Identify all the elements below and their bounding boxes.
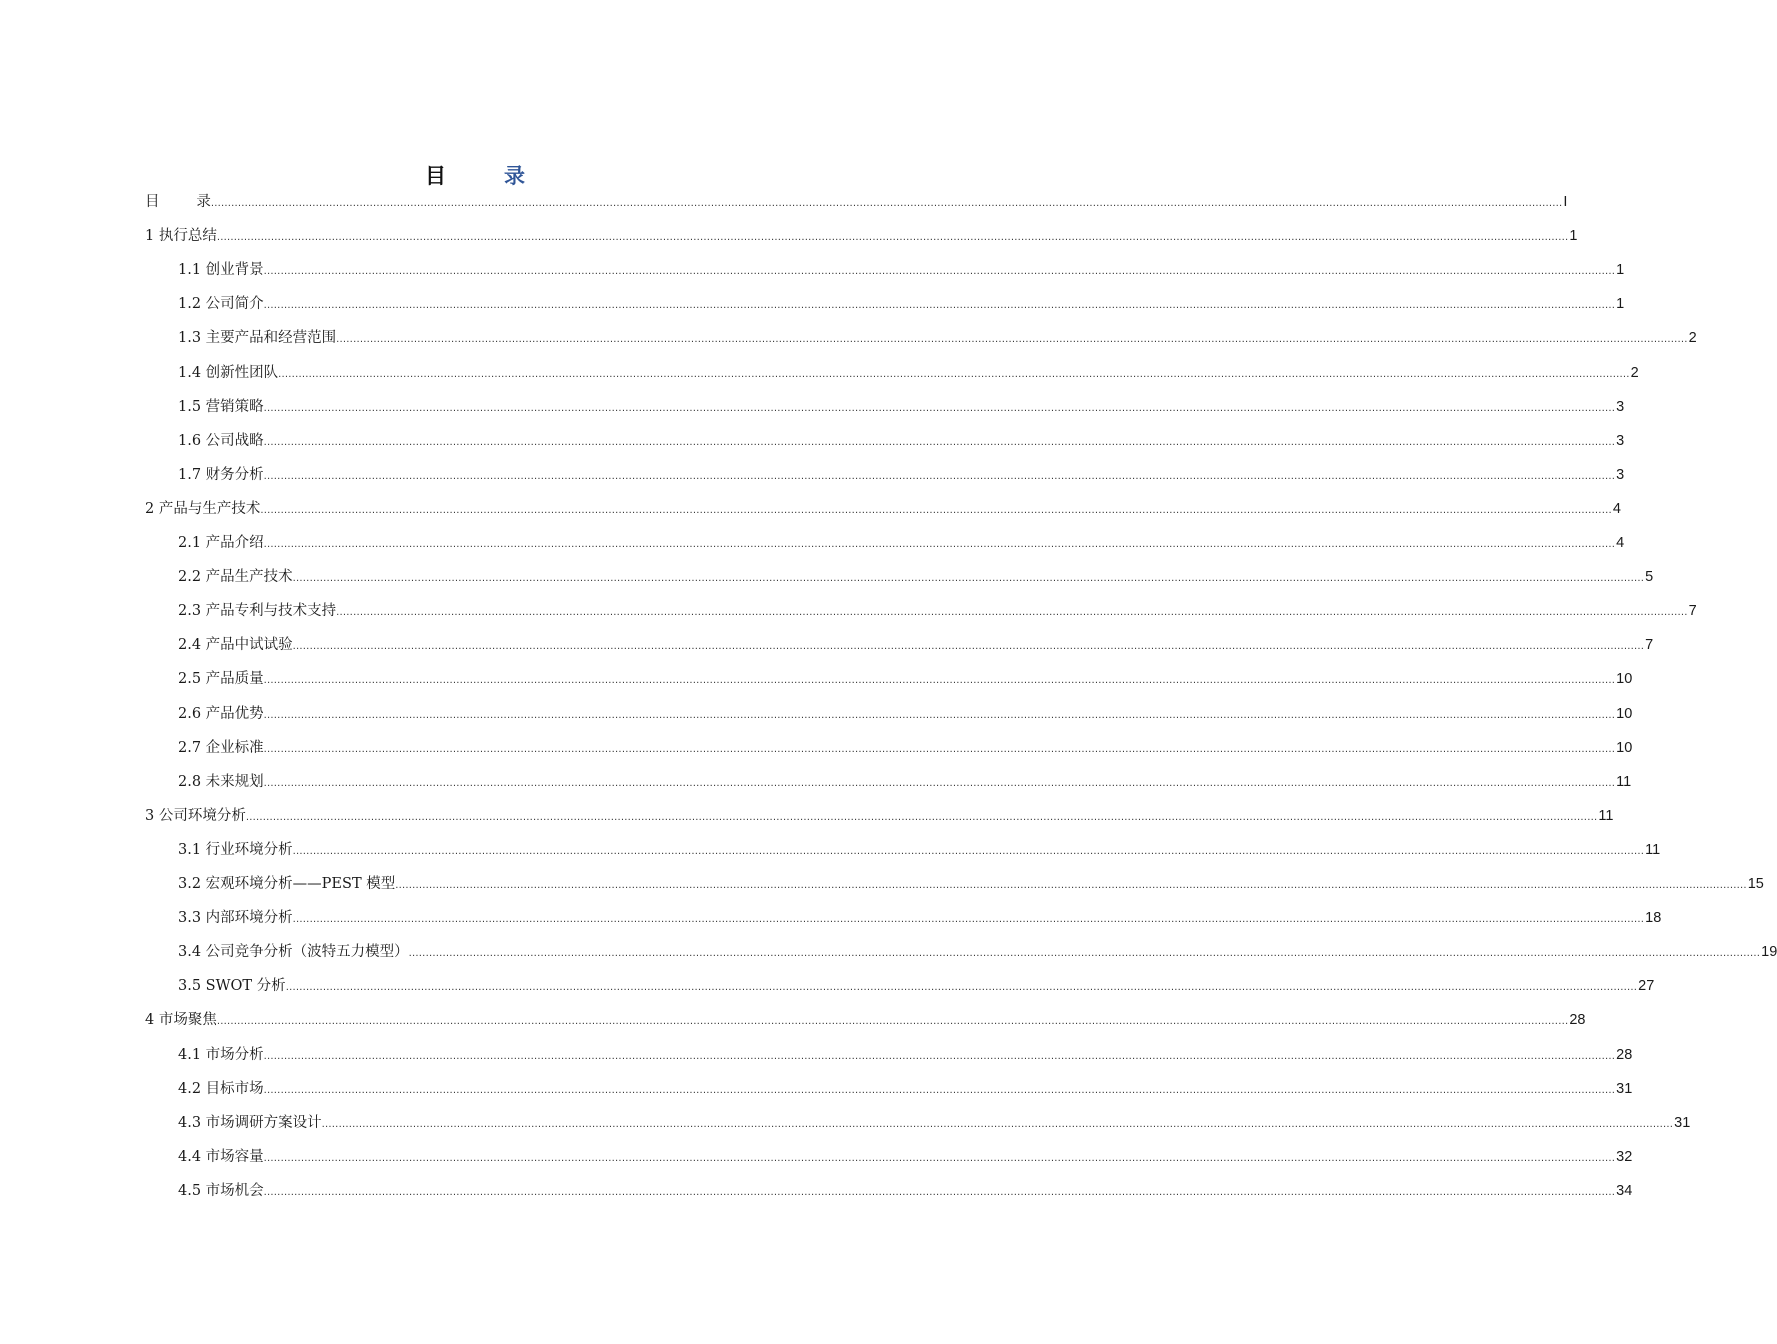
toc-entry[interactable] [145,497,1621,521]
toc-entry-page: 3 [1616,466,1625,483]
toc-entry[interactable] [178,1111,1691,1135]
toc-entry-page: 11 [1598,807,1614,824]
toc-entry-label: 目 录 [145,194,211,210]
toc-entry[interactable] [178,736,1633,760]
toc-dot-leader: ................................................................................................................................................................................................................................................................................................................................................................................................................ [263,1084,1616,1096]
toc-entry[interactable] [178,258,1625,282]
toc-entry-page: 3 [1616,432,1625,449]
toc-entry-label: 4.4 市场容量 [178,1148,264,1165]
toc-entry-label: 1.4 创新性团队 [178,364,279,381]
toc-entry-label: 2.4 产品中试试验 [178,637,293,654]
toc-entry-label: 1.3 主要产品和经营范围 [178,330,337,347]
toc-entry-page: 15 [1747,876,1764,892]
toc-entry[interactable] [178,292,1625,316]
toc-entry-label: 2.2 产品生产技术 [178,569,293,586]
toc-dot-leader: ................................................................................................................................................................................................................................................................................................................................................................................................................ [216,232,1569,244]
toc-dot-leader: ................................................................................................................................................................................................................................................................................................................................................................................................................ [263,436,1616,448]
toc-entry-label: 4.3 市场调研方案设计 [178,1114,322,1131]
toc-entry-label: 2.5 产品质量 [178,671,264,688]
toc-entry-page: 11 [1616,773,1632,790]
toc-dot-leader: ................................................................................................................................................................................................................................................................................................................................................................................................................ [292,914,1645,926]
toc-entry[interactable] [178,667,1633,691]
toc-dot-leader: ................................................................................................................................................................................................................................................................................................................................................................................................................ [216,1016,1569,1028]
toc-entry-page: 7 [1688,603,1697,620]
toc-entry-page: 27 [1638,978,1655,995]
toc-entry-page: 3 [1616,398,1625,415]
toc-entry[interactable] [178,531,1625,555]
toc-dot-leader: ................................................................................................................................................................................................................................................................................................................................................................................................................ [292,573,1645,585]
toc-entry-label: 2.8 未来规划 [178,773,264,790]
toc-entry-label: 2.1 产品介绍 [178,535,264,551]
toc-dot-leader: ................................................................................................................................................................................................................................................................................................................................................................................................................ [263,1186,1616,1198]
toc-entry-page: 10 [1616,739,1633,756]
toc-entry[interactable] [178,1077,1633,1101]
toc-dot-leader: ................................................................................................................................................................................................................................................................................................................................................................................................................ [263,709,1616,721]
toc-entry[interactable] [178,1145,1633,1169]
toc-entry[interactable] [178,770,1632,794]
toc-entry-label: 3.2 宏观环境分析——PEST 模型 [178,876,396,892]
toc-entry-page: 1 [1569,228,1578,245]
toc-dot-leader: ................................................................................................................................................................................................................................................................................................................................................................................................................ [263,777,1616,789]
toc-entry-page: 28 [1569,1012,1586,1029]
toc-entry-page: 4 [1616,535,1625,551]
toc-entry-page: 2 [1688,330,1697,347]
toc-dot-leader: ................................................................................................................................................................................................................................................................................................................................................................................................................ [263,266,1616,278]
toc-entry-page: 10 [1616,705,1633,722]
toc-entry[interactable] [178,974,1655,998]
toc-entry-label: 2.7 企业标准 [178,739,264,756]
toc-entry-page: 11 [1645,841,1661,858]
toc-entry-page: 10 [1616,671,1633,688]
toc-entry[interactable] [178,906,1662,930]
toc-dot-leader: ................................................................................................................................................................................................................................................................................................................................................................................................................ [336,607,1688,619]
toc-entry[interactable] [178,838,1661,862]
toc-entry-label: 2 产品与生产技术 [145,500,261,517]
toc-dot-leader: ................................................................................................................................................................................................................................................................................................................................................................................................................ [263,743,1616,755]
toc-entry[interactable] [178,1043,1633,1067]
toc-entry-page: 28 [1616,1046,1633,1063]
toc-dot-leader: ................................................................................................................................................................................................................................................................................................................................................................................................................ [395,880,1747,891]
toc-entry[interactable] [145,1008,1586,1032]
toc-entry-label: 3.3 内部环境分析 [178,910,293,927]
toc-dot-leader: ................................................................................................................................................................................................................................................................................................................................................................................................................ [292,641,1645,653]
toc-entry-label: 3 公司环境分析 [145,807,246,824]
toc-entry[interactable] [145,224,1578,248]
toc-dot-leader: ................................................................................................................................................................................................................................................................................................................................................................................................................ [263,1050,1616,1062]
toc-dot-leader: ................................................................................................................................................................................................................................................................................................................................................................................................................ [210,198,1563,209]
toc-entry-label: 1 执行总结 [145,228,217,245]
toc-entry[interactable] [178,872,1764,896]
toc-entry[interactable] [178,361,1639,385]
toc-entry-page: 7 [1645,637,1654,654]
toc-entry[interactable] [178,1179,1633,1203]
toc-entry-label: 2.3 产品专利与技术支持 [178,603,337,620]
toc-dot-leader: ................................................................................................................................................................................................................................................................................................................................................................................................................ [263,539,1616,550]
toc-entry[interactable] [178,565,1654,589]
toc-dot-leader: ................................................................................................................................................................................................................................................................................................................................................................................................................ [263,300,1616,312]
toc-dot-leader: ................................................................................................................................................................................................................................................................................................................................................................................................................ [285,982,1638,994]
toc-entry-label: 4.2 目标市场 [178,1080,264,1097]
toc-dot-leader: ................................................................................................................................................................................................................................................................................................................................................................................................................ [263,470,1616,482]
toc-entry[interactable] [178,463,1625,487]
toc-entry-page: 1 [1616,262,1625,279]
toc-dot-leader: ................................................................................................................................................................................................................................................................................................................................................................................................................ [260,504,1612,516]
toc-entry-page: 2 [1630,364,1639,381]
toc-entry[interactable] [178,429,1625,453]
toc-dot-leader: ................................................................................................................................................................................................................................................................................................................................................................................................................ [336,334,1688,346]
toc-title [0,160,950,190]
toc-entry-label: 1.1 创业背景 [178,262,264,279]
toc-entry-label: 1.6 公司战略 [178,432,264,449]
toc-dot-leader: ................................................................................................................................................................................................................................................................................................................................................................................................................ [245,811,1598,823]
toc-entry-label: 3.4 公司竞争分析（波特五力模型） [178,944,409,961]
toc-entry-label: 3.1 行业环境分析 [178,841,293,858]
toc-dot-leader: ................................................................................................................................................................................................................................................................................................................................................................................................................ [263,402,1616,414]
toc-entry-label: 1.2 公司简介 [178,296,264,313]
toc-dot-leader: ................................................................................................................................................................................................................................................................................................................................................................................................................ [278,368,1630,380]
toc-entry[interactable] [178,395,1625,419]
toc-entry-label: 4.5 市场机会 [178,1182,264,1199]
toc-entry[interactable] [178,326,1697,350]
toc-entry-page: 5 [1645,569,1654,586]
toc-entry-label: 1.5 营销策略 [178,398,264,415]
toc-entry[interactable] [178,599,1697,623]
toc-entry-label: 4 市场聚焦 [145,1012,217,1029]
toc-entry-label: 1.7 财务分析 [178,466,264,483]
toc-entry-label: 2.6 产品优势 [178,705,264,722]
toc-entry-page: 4 [1612,500,1621,517]
toc-entry-page: 31 [1674,1114,1691,1131]
toc-entry-page: 31 [1616,1080,1633,1097]
toc-entry[interactable] [178,702,1633,726]
toc-entry-page: I [1563,194,1568,210]
toc-entry-page: 1 [1616,296,1625,313]
toc-entry-page: 32 [1616,1148,1633,1165]
toc-entry[interactable] [178,633,1654,657]
toc-dot-leader: ................................................................................................................................................................................................................................................................................................................................................................................................................ [292,845,1645,857]
toc-entry-page: 19 [1761,944,1777,961]
toc-entry-page: 34 [1616,1182,1633,1199]
toc-entry-page: 18 [1645,910,1662,927]
toc-entry-label: 4.1 市场分析 [178,1046,264,1063]
toc-entry[interactable] [145,804,1614,828]
toc-title-part2: 录 [504,164,525,188]
toc-entry[interactable] [145,190,1568,214]
toc-dot-leader: ................................................................................................................................................................................................................................................................................................................................................................................................................ [263,1152,1616,1164]
toc-entry-label: 3.5 SWOT 分析 [178,978,286,995]
toc-title-part1: 目 [425,164,446,188]
toc-dot-leader: ................................................................................................................................................................................................................................................................................................................................................................................................................ [408,948,1761,960]
toc-entry[interactable] [178,940,1777,964]
toc-dot-leader: ................................................................................................................................................................................................................................................................................................................................................................................................................ [263,675,1616,687]
toc-dot-leader: ................................................................................................................................................................................................................................................................................................................................................................................................................ [321,1118,1674,1130]
